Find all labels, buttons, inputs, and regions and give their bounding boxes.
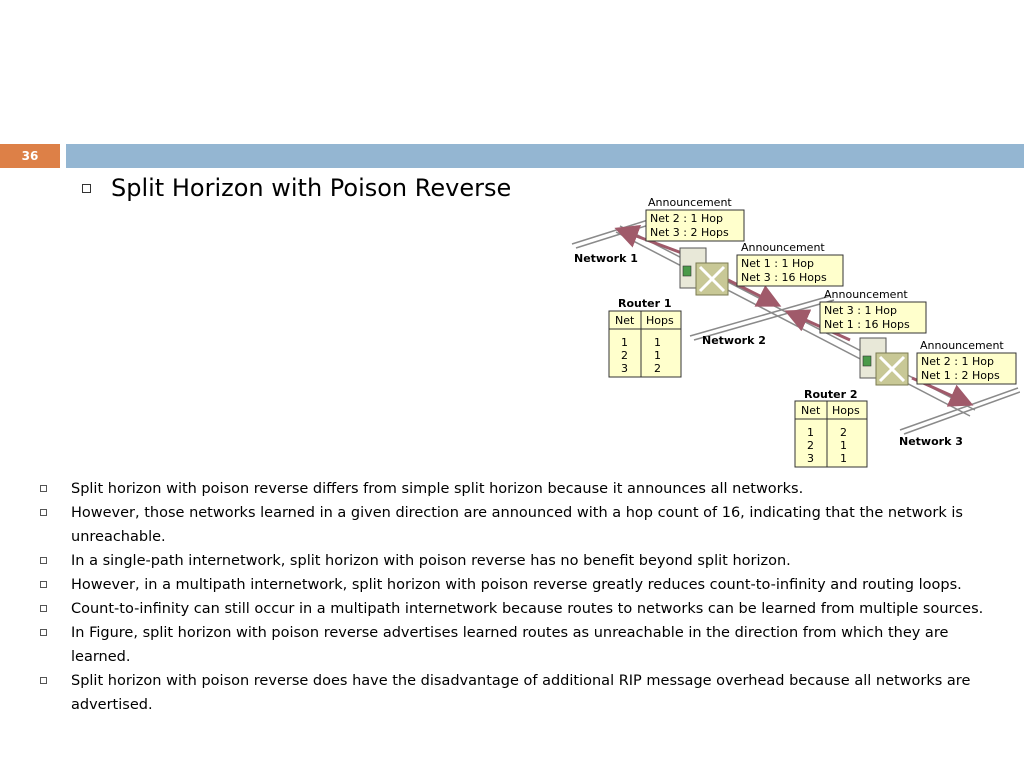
router-1-net-1: 1 <box>621 336 628 349</box>
router-2-hops-2: 1 <box>840 439 847 452</box>
square-bullet-icon <box>40 629 47 636</box>
router-1-header-hops: Hops <box>646 314 674 327</box>
square-bullet-icon <box>82 184 91 193</box>
announcement-2-line-1: Net 1 : 1 Hop <box>741 257 814 270</box>
router-2-icon <box>860 338 908 385</box>
network-1-label: Network 1 <box>574 252 638 265</box>
router-1-hops-1: 1 <box>654 336 661 349</box>
router-1-table <box>609 297 681 377</box>
square-bullet-icon <box>40 485 47 492</box>
bullet-text: In Figure, split horizon with poison reverse advertises learned routes as unreachable in the direction from which they are learned. <box>71 625 949 665</box>
bullet-item <box>38 549 998 573</box>
router-1-hops-2: 1 <box>654 349 661 362</box>
router-1-hops-3: 2 <box>654 362 661 375</box>
announcement-box-4 <box>917 339 1016 384</box>
router-1-net-3: 3 <box>621 362 628 375</box>
announcement-box-3 <box>820 288 926 333</box>
bullet-text: However, those networks learned in a given direction are announced with a hop count of 16, indicating that the network is unreachable. <box>71 505 963 545</box>
router-2-header-hops: Hops <box>832 404 860 417</box>
router-1-name: Router 1 <box>618 297 672 310</box>
title-row <box>82 174 511 202</box>
announcement-label-4: Announcement <box>920 339 1004 352</box>
announcement-1-line-2: Net 3 : 2 Hops <box>650 226 729 239</box>
network-3-label: Network 3 <box>899 435 963 448</box>
square-bullet-icon <box>40 677 47 684</box>
bullet-item <box>38 669 998 717</box>
bullet-text: Split horizon with poison reverse does have the disadvantage of additional RIP message overhead because all networks are advertised. <box>71 673 971 713</box>
bullet-text: However, in a multipath internetwork, split horizon with poison reverse greatly reduces count-to-infinity and routing loops. <box>71 577 962 593</box>
bullet-item <box>38 597 998 621</box>
network-diagram <box>565 190 1020 470</box>
bullet-text: In a single-path internetwork, split horizon with poison reverse has no benefit beyond split horizon. <box>71 553 791 569</box>
router-2-header-net: Net <box>801 404 821 417</box>
router-1-header-net: Net <box>615 314 635 327</box>
router-2-net-3: 3 <box>807 452 814 465</box>
bullet-text: Count-to-infinity can still occur in a multipath internetwork because routes to networks can be learned from multiple sources. <box>71 601 984 617</box>
router-1-icon <box>680 248 728 295</box>
router-2-name: Router 2 <box>804 388 858 401</box>
square-bullet-icon <box>40 509 47 516</box>
router-2-table <box>795 388 867 467</box>
announcement-1-line-1: Net 2 : 1 Hop <box>650 212 723 225</box>
bullet-item <box>38 501 998 549</box>
announcement-2-line-2: Net 3 : 16 Hops <box>741 271 827 284</box>
announcement-3-line-1: Net 3 : 1 Hop <box>824 304 897 317</box>
router-2-hops-3: 1 <box>840 452 847 465</box>
square-bullet-icon <box>40 581 47 588</box>
announcement-label-3: Announcement <box>824 288 908 301</box>
header-bar <box>66 144 1024 168</box>
announcement-4-line-2: Net 1 : 2 Hops <box>921 369 1000 382</box>
square-bullet-icon <box>40 557 47 564</box>
bullet-text: Split horizon with poison reverse differs from simple split horizon because it announces all networks. <box>71 481 804 497</box>
announcement-label-2: Announcement <box>741 241 825 254</box>
bullet-item <box>38 477 998 501</box>
network-2-label: Network 2 <box>702 334 766 347</box>
router-1-net-2: 2 <box>621 349 628 362</box>
announcement-box-1 <box>646 196 744 241</box>
router-2-hops-1: 2 <box>840 426 847 439</box>
bullet-item <box>38 621 998 669</box>
square-bullet-icon <box>40 605 47 612</box>
slide-title: Split Horizon with Poison Reverse <box>111 174 512 202</box>
bullet-list <box>38 477 998 717</box>
announcement-3-line-2: Net 1 : 16 Hops <box>824 318 910 331</box>
router-2-net-2: 2 <box>807 439 814 452</box>
announcement-4-line-1: Net 2 : 1 Hop <box>921 355 994 368</box>
bullet-item <box>38 573 998 597</box>
slide-number: 36 <box>0 144 60 168</box>
router-2-net-1: 1 <box>807 426 814 439</box>
announcement-box-2 <box>737 241 843 286</box>
announcement-label-1: Announcement <box>648 196 732 209</box>
